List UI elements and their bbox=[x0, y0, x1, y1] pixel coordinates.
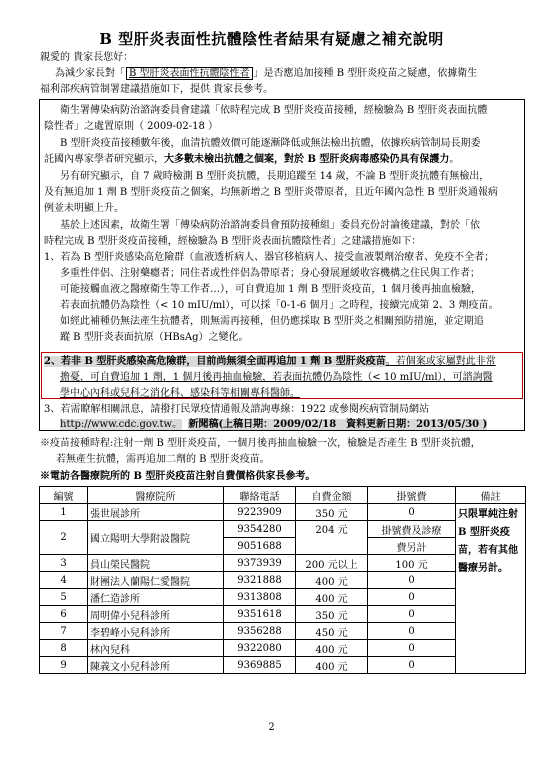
cell-fee: 200 元以上 bbox=[296, 555, 368, 572]
table-row bbox=[40, 521, 526, 538]
cell-clinic: 林內兒科 bbox=[88, 640, 224, 657]
header-registration: 掛號費 bbox=[368, 487, 456, 504]
p1-line-2: 陰性者」之處置原則（ 2009-02-18 ） bbox=[44, 121, 219, 132]
cell-no: 6 bbox=[40, 606, 88, 623]
cell-phone: 9354280 bbox=[224, 521, 296, 538]
intro-highlight: B 型肝炎表面性抗體陰性者 bbox=[126, 67, 253, 80]
header-remark: 備註 bbox=[456, 487, 526, 504]
cell-registration: 0 bbox=[368, 623, 456, 640]
intro-line-1 bbox=[55, 66, 477, 81]
item3-line-1: 3、若需瞭解相關訊息，請撥打民眾疫情通報及諮詢專線：1922 或參閱疾病管制局網站 bbox=[44, 404, 429, 415]
cell-fee: 450 元 bbox=[296, 623, 368, 640]
p1-line-1: 衛生署傳染病防治諮詢委員會建議「依時程完成 B 型肝炎疫苗接種，經檢驗為 B 型肝炎表面抗體 bbox=[60, 105, 488, 116]
cell-clinic: 員山榮民醫院 bbox=[88, 555, 224, 572]
cell-no: 2 bbox=[40, 521, 88, 555]
intro-pre: 為減少家長對「 bbox=[55, 68, 125, 79]
info-box bbox=[39, 99, 525, 431]
cell-fee: 400 元 bbox=[296, 640, 368, 657]
p2-pre: 託國內專家學者研究顯示， bbox=[44, 154, 164, 165]
p4-line-2: 時程完成 B 型肝炎疫苗接種，經檢驗為 B 型肝炎表面抗體陰性者」之建議措施如下： bbox=[44, 236, 422, 247]
p3-line-2: 及有無追加 1 劑 B 型肝炎疫苗之個案，均無新增之 B 型肝炎帶原者，且近年國內急性 B 型肝炎通報病 bbox=[44, 187, 498, 198]
cell-registration-2: 費另計 bbox=[368, 538, 456, 555]
cell-fee: 350 元 bbox=[296, 606, 368, 623]
p2-line-2 bbox=[44, 152, 459, 167]
cell-remark bbox=[456, 504, 526, 674]
item2-line-1 bbox=[44, 354, 496, 369]
item1-line-1: 1、若為 B 型肝炎感染高危險群（血液透析病人、器官移植病人、接受血液製劑治療者、免疫不全者； bbox=[44, 252, 495, 263]
item3-line-2 bbox=[60, 417, 487, 432]
cell-clinic: 潘仁造診所 bbox=[88, 589, 224, 606]
item1-line-2: 多重性伴侶、注射藥癮者；同住者或性伴侶為帶原者；身心發展遲緩收容機構之住民與工作者； bbox=[60, 268, 480, 279]
page-number: 2 bbox=[268, 722, 275, 733]
cell-registration: 0 bbox=[368, 657, 456, 674]
p2-line-1: B 型肝炎疫苗接種數年後，血清抗體效價可能逐漸降低或無法檢出抗體，依據疾病管制局長期委 bbox=[60, 138, 481, 149]
cell-phone: 9313808 bbox=[224, 589, 296, 606]
intro-post: 」是否應追加接種 B 型肝炎疫苗之疑慮，依據衛生 bbox=[253, 68, 478, 79]
table-row bbox=[40, 657, 526, 674]
cell-phone: 9356288 bbox=[224, 623, 296, 640]
p2-post: 。 bbox=[449, 154, 460, 165]
header-phone: 聯絡電話 bbox=[224, 487, 296, 504]
cell-registration: 0 bbox=[368, 640, 456, 657]
cell-no: 3 bbox=[40, 555, 88, 572]
table-row bbox=[40, 555, 526, 572]
p3-line-1: 另有研究顯示，自 7 歲時檢測 B 型肝炎抗體，長期追蹤至 14 歲，不論 B 型肝炎抗體有無檢出， bbox=[60, 171, 490, 182]
cell-fee: 400 元 bbox=[296, 589, 368, 606]
item2-rest: 。若個案或家屬對此非常 bbox=[385, 356, 496, 367]
cell-phone: 9321888 bbox=[224, 572, 296, 589]
cell-registration: 0 bbox=[368, 504, 456, 521]
table-row bbox=[40, 589, 526, 606]
clinic-price-table bbox=[39, 486, 526, 674]
header-no: 編號 bbox=[40, 487, 88, 504]
p3-line-3: 例並未明顯上升。 bbox=[44, 203, 124, 214]
table-row bbox=[40, 640, 526, 657]
cdc-url-link[interactable]: http://www.cdc.gov.tw。 bbox=[60, 419, 183, 430]
intro-line-2: 福利部疾病管制署建議措施如下，提供 貴家長參考。 bbox=[40, 84, 274, 95]
item2-line-3: 學中心內科或兒科之消化科、感染科等相關專科醫師。 bbox=[60, 388, 300, 399]
header-clinic: 醫療院所 bbox=[88, 487, 224, 504]
price-survey-note: ※電訪各醫療院所的 B 型肝炎疫苗注射自費價格供家長參考。 bbox=[40, 471, 316, 482]
cell-no: 5 bbox=[40, 589, 88, 606]
cell-phone-2: 9051688 bbox=[224, 538, 296, 555]
cell-fee: 400 元 bbox=[296, 657, 368, 674]
cell-fee: 204 元 bbox=[296, 521, 368, 555]
table-header-row bbox=[40, 487, 526, 504]
greeting: 親愛的 貴家長您好： bbox=[40, 52, 134, 63]
item1-line-4: 若表面抗體仍為陰性（< 10 mIU/ml），可以採「0-1-6 個月」之時程，接續完成第 2、3 劑疫苗。 bbox=[60, 300, 499, 311]
news-release-date: 新聞稿(上稿日期：2009/02/18 資料更新日期：2013/05/30 ) bbox=[188, 419, 488, 430]
cell-no: 8 bbox=[40, 640, 88, 657]
cell-phone: 9369885 bbox=[224, 657, 296, 674]
cell-clinic: 國立陽明大學附設醫院 bbox=[88, 521, 224, 555]
header-fee: 自費金額 bbox=[296, 487, 368, 504]
remark-plain: 其他醫療另計。 bbox=[458, 545, 518, 574]
cell-registration: 0 bbox=[368, 606, 456, 623]
table-row bbox=[40, 572, 526, 589]
item1-line-6: 蹤 B 型肝炎表面抗原（HBsAg）之變化。 bbox=[60, 332, 249, 343]
remark-bold: 只限單純注射 B 型肝炎疫苗，若有 bbox=[458, 509, 518, 556]
cell-fee: 350 元 bbox=[296, 504, 368, 521]
cell-phone: 9223909 bbox=[224, 504, 296, 521]
cell-registration: 0 bbox=[368, 589, 456, 606]
cell-registration: 掛號費及診療 bbox=[368, 521, 456, 538]
cell-no: 7 bbox=[40, 623, 88, 640]
schedule-note-line-1: ※疫苗接種時程:注射一劑 B 型肝炎疫苗，一個月後再抽血檢驗一次，檢驗是否產生 B 型肝炎抗體， bbox=[40, 438, 481, 449]
cell-phone: 9322080 bbox=[224, 640, 296, 657]
item2-line-2: 擔憂，可自費追加 1 劑，1 個月後再抽血檢驗，若表面抗體仍為陰性（< 10 mIU/ml），可諮詢醫 bbox=[60, 372, 493, 383]
table-row bbox=[40, 623, 526, 640]
cell-clinic: 陳義文小兒科診所 bbox=[88, 657, 224, 674]
cell-no: 9 bbox=[40, 657, 88, 674]
item1-line-3: 可能接觸血液之醫療衛生等工作者…），可自費追加 1 劑 B 型肝炎疫苗，1 個月後再抽血檢驗， bbox=[60, 284, 481, 295]
cell-clinic: 周明偉小兒科診所 bbox=[88, 606, 224, 623]
p2-bold: 大多數未檢出抗體之個案，對於 B 型肝炎病毒感染仍具有保護力 bbox=[164, 154, 450, 165]
document-title: B 型肝炎表面性抗體陰性者結果有疑慮之補充說明 bbox=[99, 30, 444, 48]
cell-fee: 400 元 bbox=[296, 572, 368, 589]
cell-clinic: 財團法人蘭陽仁愛醫院 bbox=[88, 572, 224, 589]
cell-no: 4 bbox=[40, 572, 88, 589]
cell-phone: 9373939 bbox=[224, 555, 296, 572]
table-row bbox=[40, 606, 526, 623]
item1-line-5: 如經此補種仍無法產生抗體者，則無需再接種，但仍應採取 B 型肝炎之相關預防措施，並定期追 bbox=[60, 316, 484, 327]
cell-registration: 100 元 bbox=[368, 555, 456, 572]
cell-phone: 9351618 bbox=[224, 606, 296, 623]
cell-no: 1 bbox=[40, 504, 88, 521]
cell-clinic: 李碧峰小兒科診所 bbox=[88, 623, 224, 640]
table-row bbox=[40, 504, 526, 521]
item2-bold: 2、若非 B 型肝炎感染高危險群，目前尚無須全面再追加 1 劑 B 型肝炎疫苗 bbox=[44, 356, 386, 367]
p4-line-1: 基於上述因素，故衛生署「傳染病防治諮詢委員會預防接種組」委員充份討論後建議，對於「依 bbox=[60, 220, 480, 231]
schedule-note-line-2: 若無產生抗體，需再追加二劑的 B 型肝炎疫苗。 bbox=[56, 454, 270, 465]
cell-clinic: 張世展診所 bbox=[88, 504, 224, 521]
cell-registration: 0 bbox=[368, 572, 456, 589]
